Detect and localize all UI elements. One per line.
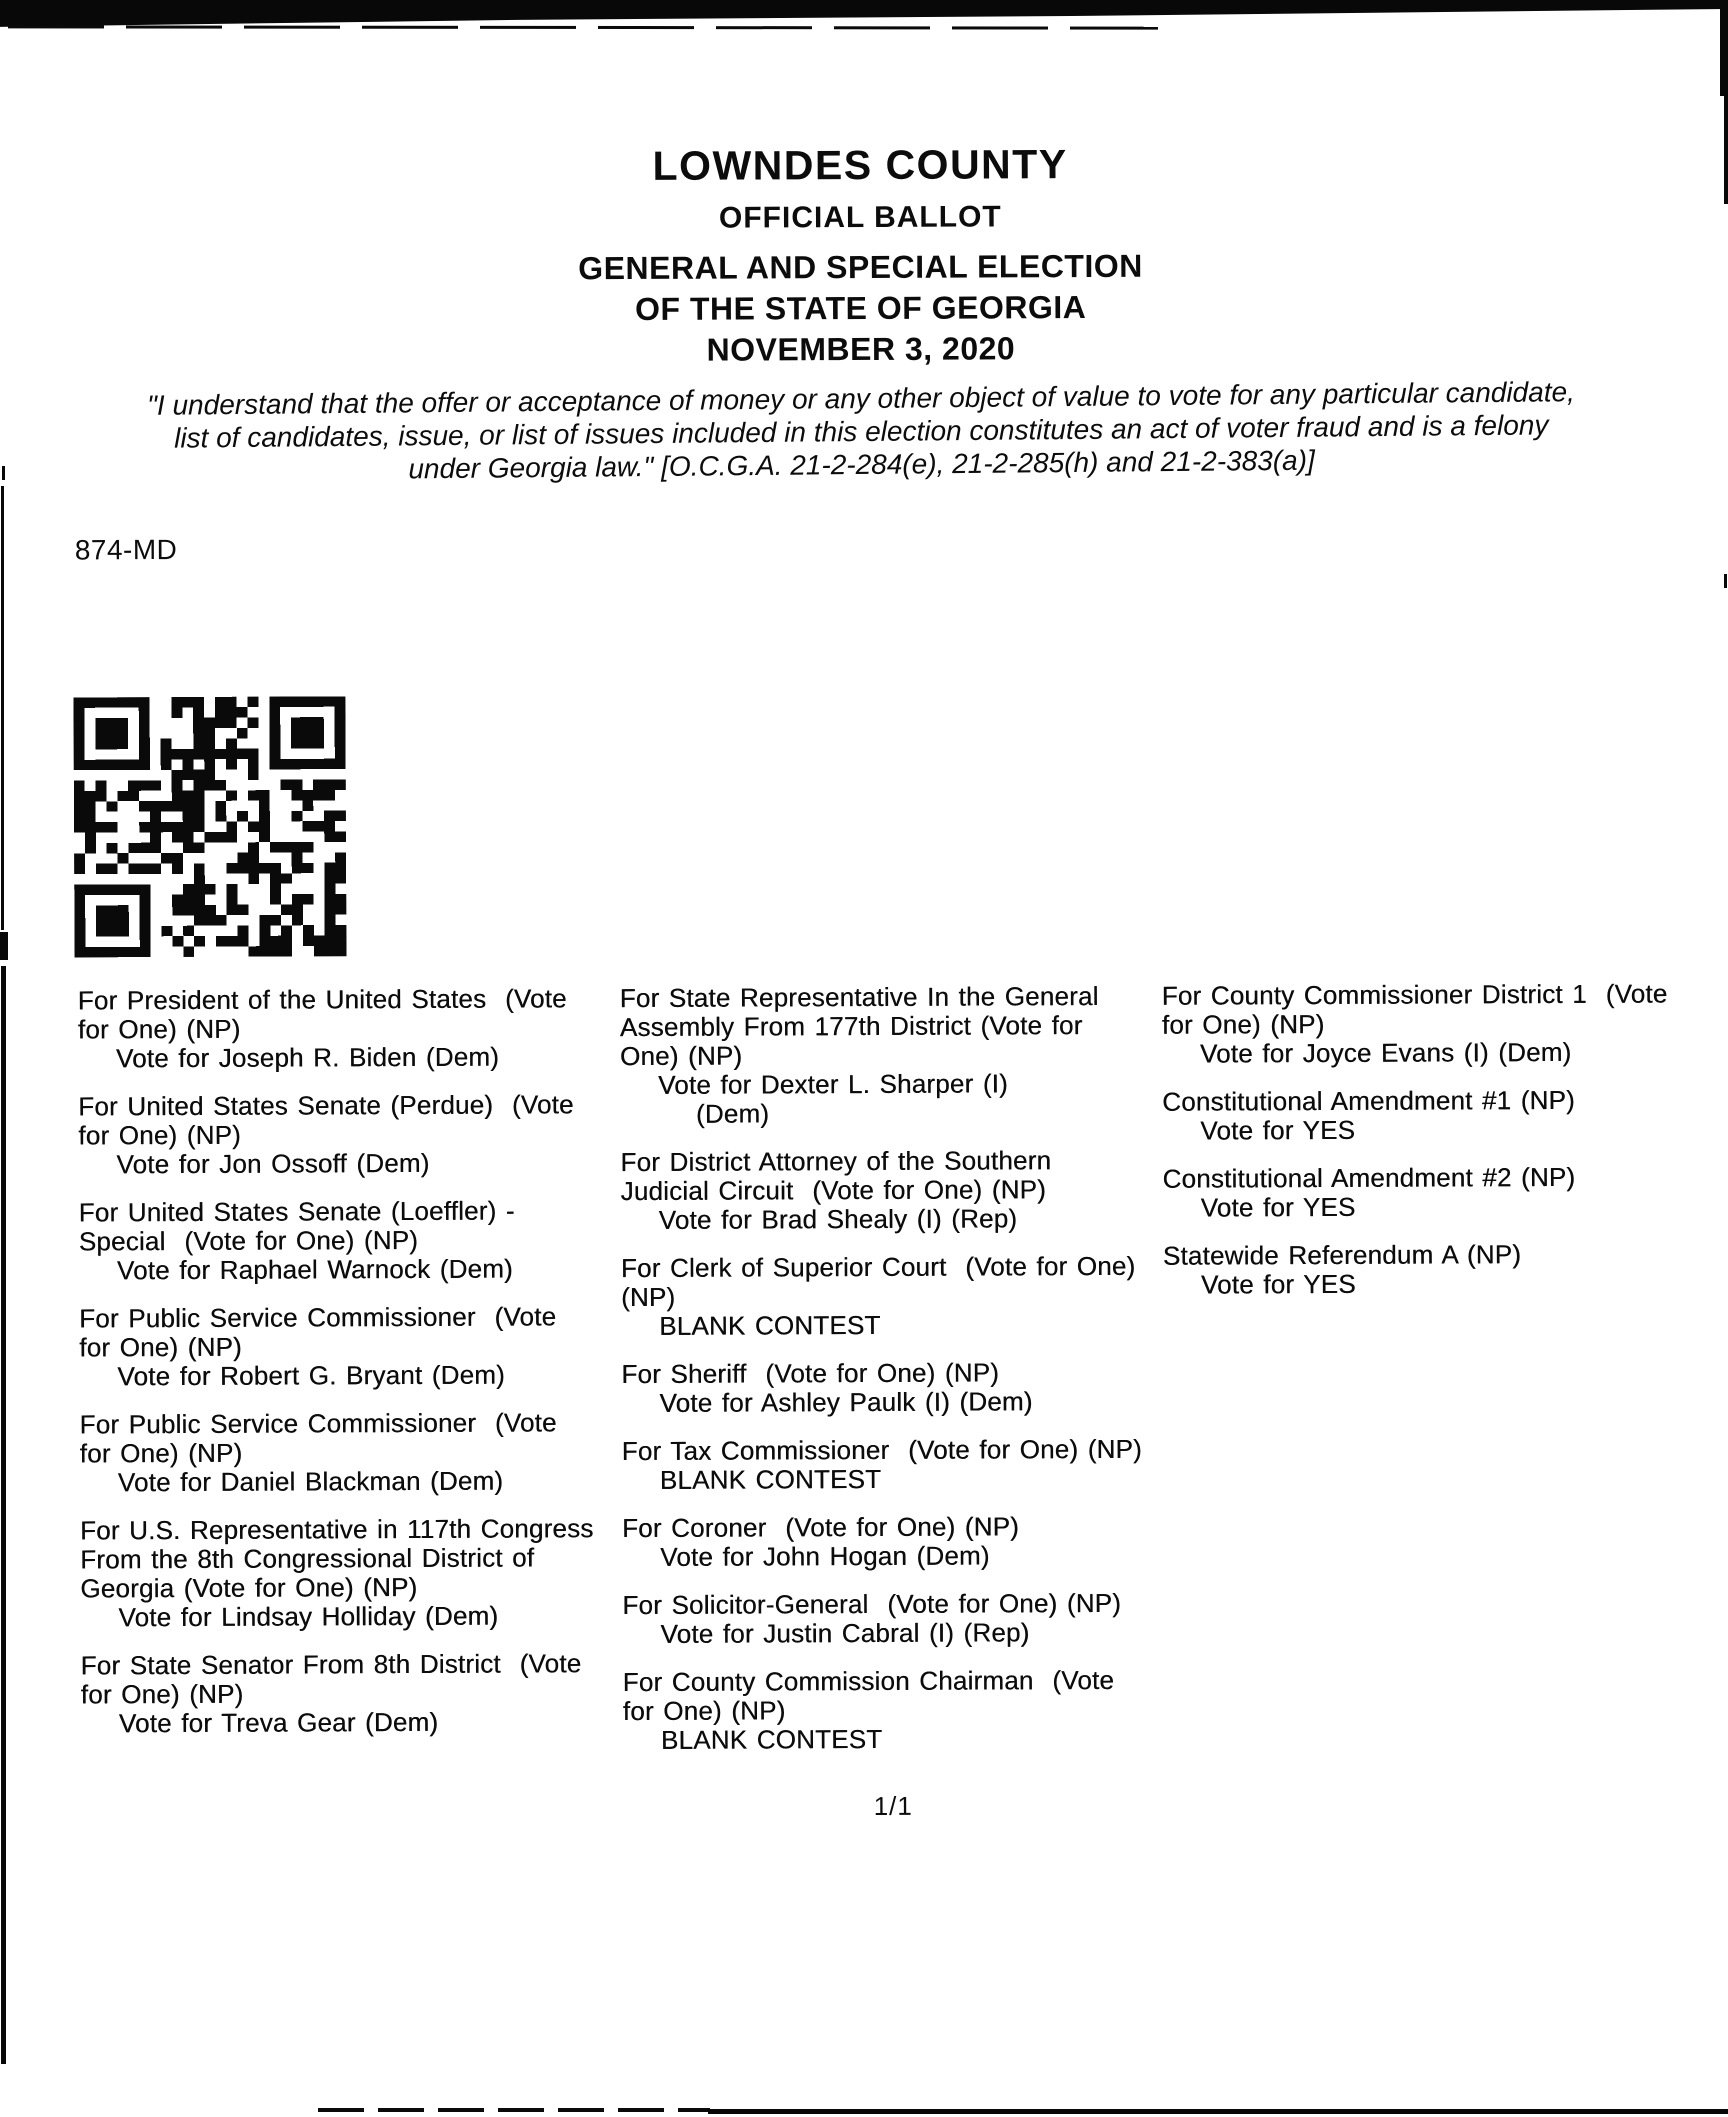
election-name-line1: GENERAL AND SPECIAL ELECTION bbox=[578, 247, 1143, 287]
contest-title: For Public Service Commissioner (Vote for One) (NP) bbox=[79, 1301, 557, 1363]
contest-selection: Vote for John Hogan (Dem) bbox=[660, 1540, 990, 1572]
contest-title: For County Commissioner District 1 (Vote for One) (NP) bbox=[1161, 978, 1668, 1040]
contest-state-senator-8th bbox=[81, 1649, 641, 1738]
contest-selection: Vote for Robert G. Bryant (Dem) bbox=[117, 1359, 506, 1392]
contest-president bbox=[78, 984, 638, 1073]
election-title bbox=[0, 243, 1725, 374]
ballot-style-number: 874-MD bbox=[74, 533, 178, 566]
scan-right-edge-mark bbox=[1724, 96, 1728, 204]
contest-us-senate-loeffler-special bbox=[79, 1196, 639, 1285]
contest-title: For United States Senate (Loeffler) - Special (Vote for One) (NP) bbox=[78, 1195, 515, 1257]
contest-title: For United States Senate (Perdue) (Vote for One) (NP) bbox=[78, 1089, 574, 1151]
contest-title: For Solicitor-General (Vote for One) (NP) bbox=[622, 1587, 1122, 1621]
contest-title: For U.S. Representative in 117th Congress From the 8th Congressional District of Georgia (Vote for One) (NP) bbox=[79, 1513, 594, 1604]
county-title: LOWNDES COUNTY bbox=[652, 141, 1068, 189]
contest-constitutional-amendment-1 bbox=[1162, 1085, 1728, 1146]
contest-public-service-commissioner-1 bbox=[79, 1302, 639, 1391]
qr-code-image bbox=[73, 696, 346, 957]
ballot-column-1 bbox=[78, 984, 641, 1757]
fraud-disclaimer bbox=[37, 374, 1686, 489]
ballot-column-2 bbox=[620, 982, 1183, 1774]
disclaimer-line1: "I understand that the offer or acceptance of money or any other object of value to vote for any particular candidate, bbox=[146, 376, 1576, 421]
contest-sheriff bbox=[621, 1358, 1181, 1418]
contest-tax-commissioner bbox=[622, 1435, 1182, 1495]
contest-title: For District Attorney of the Southern Judicial Circuit (Vote for One) (NP) bbox=[620, 1145, 1052, 1207]
election-date: NOVEMBER 3, 2020 bbox=[706, 330, 1016, 368]
contest-title: For State Representative In the General Assembly From 177th District (Vote for One) (NP) bbox=[619, 980, 1099, 1072]
disclaimer-line2: list of candidates, issue, or list of issues included in this election constitutes an act of voter fraud and is a felony bbox=[173, 409, 1549, 454]
contest-statewide-referendum-a bbox=[1163, 1239, 1728, 1300]
contest-title: For Coroner (Vote for One) (NP) bbox=[621, 1511, 1020, 1544]
contest-state-representative-177th bbox=[620, 982, 1181, 1129]
contest-constitutional-amendment-2 bbox=[1162, 1162, 1728, 1223]
contest-selection: Vote for Joyce Evans (I) (Dem) bbox=[1199, 1036, 1572, 1069]
contest-selection: Vote for Ashley Paulk (I) (Dem) bbox=[659, 1386, 1033, 1418]
contest-selection: Vote for Lindsay Holliday (Dem) bbox=[118, 1600, 499, 1633]
contest-solicitor-general bbox=[622, 1589, 1182, 1649]
page-number: 1/1 bbox=[873, 1790, 913, 1821]
qr-code bbox=[73, 696, 346, 957]
contest-district-attorney bbox=[620, 1146, 1180, 1235]
contest-selection: Vote for Brad Shealy (I) (Rep) bbox=[658, 1203, 1018, 1235]
contest-title: For County Commission Chairman (Vote for One) (NP) bbox=[622, 1664, 1115, 1727]
contest-title: For Tax Commissioner (Vote for One) (NP) bbox=[621, 1433, 1142, 1467]
contest-selection: BLANK CONTEST bbox=[660, 1723, 883, 1755]
contest-selection: Vote for Dexter L. Sharper (I) (Dem) bbox=[658, 1068, 1008, 1129]
contest-selection: Vote for YES bbox=[1200, 1268, 1356, 1300]
contest-selection: Vote for Treva Gear (Dem) bbox=[118, 1706, 439, 1739]
contest-title: For President of the United States (Vote for One) (NP) bbox=[77, 983, 567, 1045]
contest-selection: BLANK CONTEST bbox=[659, 1463, 882, 1495]
contest-public-service-commissioner-2 bbox=[80, 1408, 640, 1497]
contest-title: For Public Service Commissioner (Vote for One) (NP) bbox=[79, 1407, 557, 1469]
contest-selection: Vote for Justin Cabral (I) (Rep) bbox=[660, 1617, 1030, 1649]
contest-coroner bbox=[622, 1512, 1182, 1572]
contest-county-commission-chairman bbox=[623, 1666, 1183, 1755]
contest-title: Constitutional Amendment #2 (NP) bbox=[1162, 1161, 1576, 1194]
contest-county-commissioner-district-1 bbox=[1162, 979, 1728, 1069]
contest-us-senate-perdue bbox=[78, 1090, 638, 1179]
contest-selection: Vote for Joseph R. Biden (Dem) bbox=[115, 1041, 500, 1074]
contest-selection: Vote for Daniel Blackman (Dem) bbox=[117, 1465, 504, 1498]
ballot-title: OFFICIAL BALLOT bbox=[718, 200, 1002, 235]
contest-title: For Clerk of Superior Court (Vote for One) (NP) bbox=[620, 1250, 1136, 1313]
contest-selection: Vote for Jon Ossoff (Dem) bbox=[116, 1147, 430, 1180]
contest-title: Constitutional Amendment #1 (NP) bbox=[1162, 1084, 1575, 1117]
election-name-line2: OF THE STATE OF GEORGIA bbox=[635, 289, 1087, 327]
contest-us-representative-117th bbox=[80, 1514, 641, 1632]
contest-title: For State Senator From 8th District (Vote for One) (NP) bbox=[80, 1648, 582, 1710]
contest-title: For Sheriff (Vote for One) (NP) bbox=[621, 1357, 1000, 1390]
contest-selection: Vote for YES bbox=[1200, 1191, 1356, 1223]
contest-title: Statewide Referendum A (NP) bbox=[1162, 1239, 1522, 1271]
ballot-column-3 bbox=[1162, 979, 1728, 1319]
contest-clerk-superior-court bbox=[621, 1252, 1181, 1341]
contest-selection: Vote for Raphael Warnock (Dem) bbox=[116, 1253, 513, 1286]
disclaimer-line3: under Georgia law." [O.C.G.A. 21-2-284(e), 21-2-285(h) and 21-2-383(a)] bbox=[408, 444, 1315, 485]
contest-selection: BLANK CONTEST bbox=[659, 1309, 881, 1341]
contest-selection: Vote for YES bbox=[1200, 1114, 1356, 1146]
